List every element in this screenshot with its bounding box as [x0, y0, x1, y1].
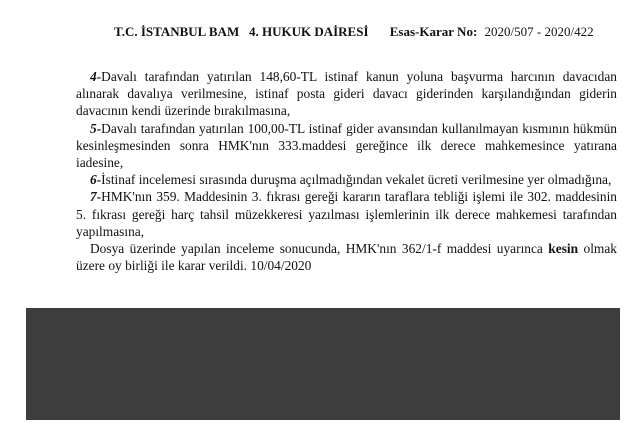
closing-text-start: Dosya üzerinde yapılan inceleme sonucunda, HMK'nın 362/1-f maddesi uyarınca [90, 241, 543, 257]
item-number: 6- [90, 172, 102, 188]
item-number: 7- [90, 189, 102, 205]
item-number: 5- [90, 120, 102, 136]
esas-karar-label: Esas-Karar No: [389, 24, 478, 39]
decision-text [76, 68, 617, 274]
closing-text-end: olmak üzere oy birliği ile karar verildi. 10/04/2020 [76, 241, 617, 274]
item-text: HMK'nın 359. Maddesinin 3. fıkrası gereği kararın taraflara tebliği işlemi ile 302. maddesinin 5. fıkrası gereği harç tahsil müzekkeresi yazılması işlemlerinin ilk derece mahkemesi tarafından yapılmasına, [76, 189, 617, 239]
decision-item-6 [76, 171, 617, 188]
esas-karar-number: 2020/507 - 2020/422 [484, 24, 594, 39]
document-header [114, 24, 634, 40]
closing-paragraph [76, 240, 617, 274]
redaction-block [26, 308, 620, 420]
decision-item-7 [76, 188, 617, 240]
decision-item-5 [76, 120, 617, 172]
decision-item-4 [76, 68, 617, 120]
item-text: Davalı tarafından yatırılan 148,60-TL istinaf kanun yoluna başvurma harcının davacıdan alınarak davalıya verilmesine, istinaf posta gideri davacı giderinden karşılandığından giderin davacının kendi üzerinde bırakılmasına, [76, 69, 617, 119]
kesin-word: kesin [548, 241, 579, 257]
item-text: İstinaf incelemesi sırasında duruşma açılmadığından vekalet ücreti verilmesine yer olmadığına, [101, 172, 612, 188]
item-text: Davalı tarafından yatırılan 100,00-TL istinaf gider avansından kullanılmayan kısmının hükmün kesinleşmesinden sonra HMK'nın 333.maddesi gereğince ilk derece mahkemesince yatırana iadesine, [76, 120, 617, 171]
item-number: 4- [90, 69, 102, 84]
court-name: T.C. İSTANBUL BAM 4. HUKUK DAİRESİ [114, 24, 369, 39]
